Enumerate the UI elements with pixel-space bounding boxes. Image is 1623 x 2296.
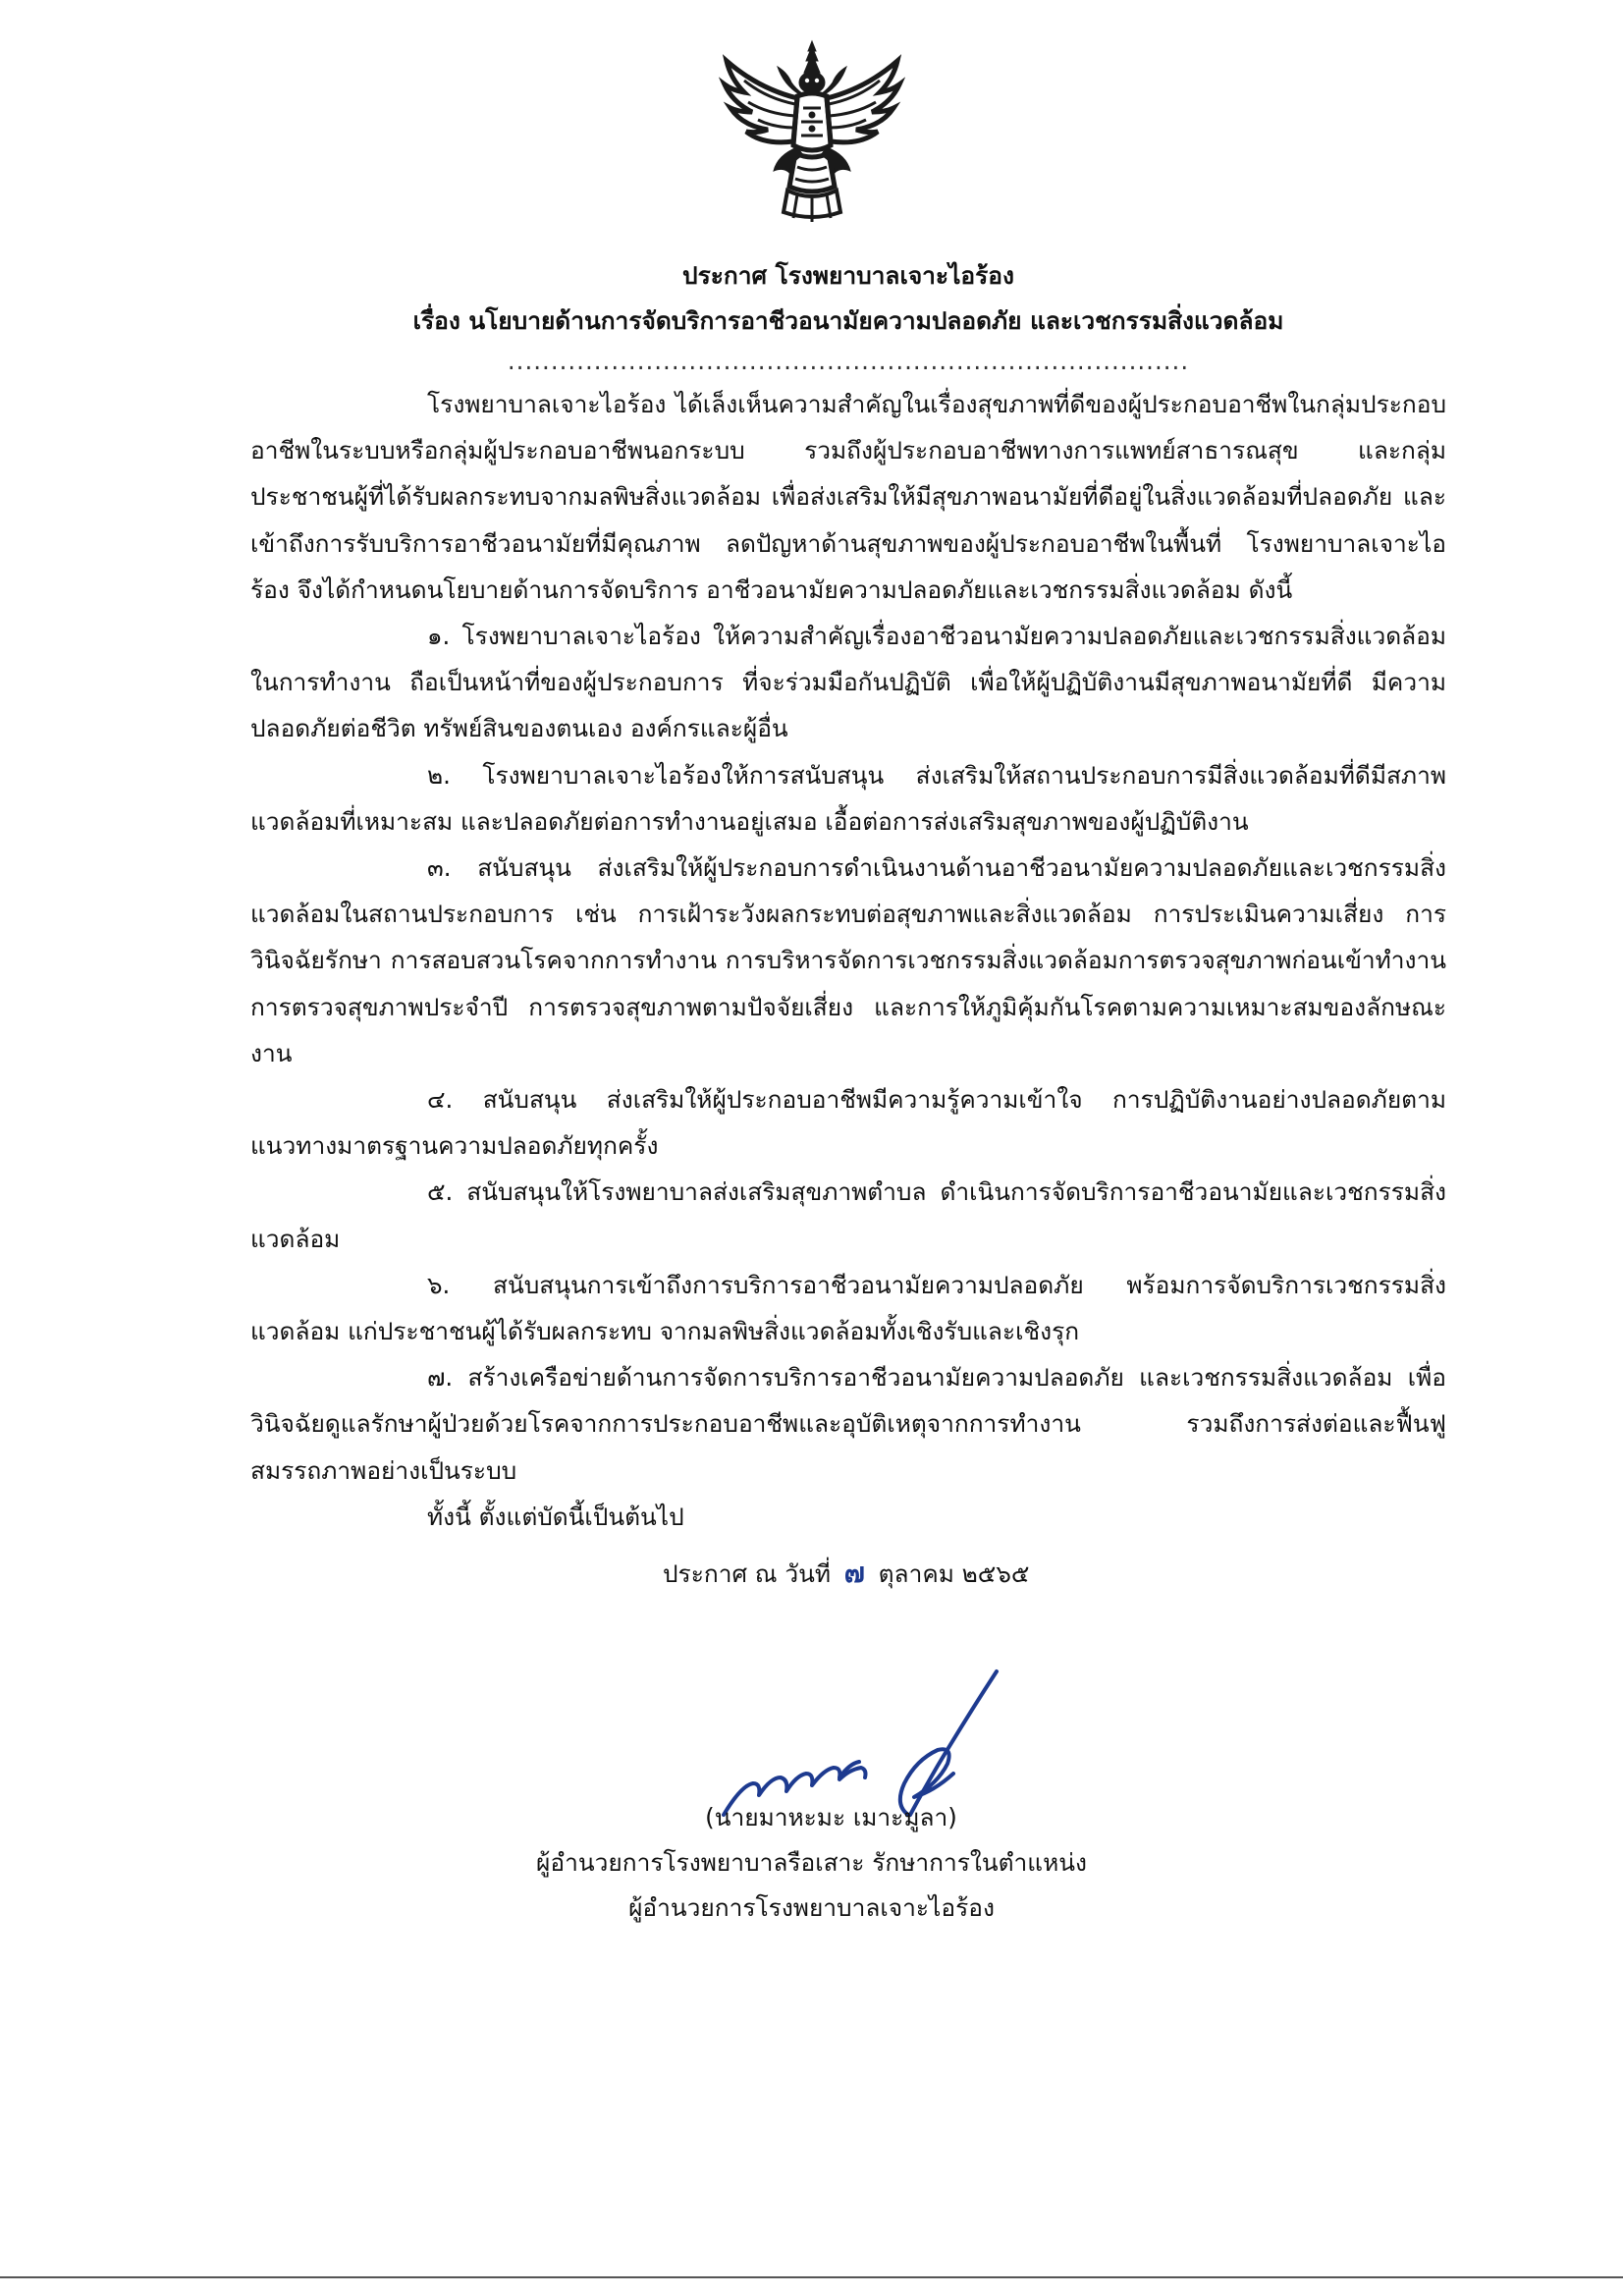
- policy-item-5: ๕. สนับสนุนให้โรงพยาบาลส่งเสริมสุขภาพตำบล ดำเนินการจัดบริการอาชีวอนามัยและเวชกรรมสิ่งแวดล้อม: [250, 1177, 1446, 1253]
- policy-item-6: ๖. สนับสนุนการเข้าถึงการบริการอาชีวอนามัยความปลอดภัย พร้อมการจัดบริการเวชกรรมสิ่งแวดล้อม แก่ประชาชนผู้ได้รับผลกระทบ จากมลพิษสิ่งแวดล้อมทั้งเชิงรับและเชิงรุก: [250, 1270, 1446, 1346]
- garuda-emblem-icon: [719, 39, 905, 226]
- policy-item-2: ๒. โรงพยาบาลเจาะไอร้องให้การสนับสนุน ส่งเสริมให้สถานประกอบการมีสิ่งแวดล้อมที่ดีมีสภาพแวดล้อมที่เหมาะสม และปลอดภัยต่อการทำงานอยู่เสมอ เอื้อต่อการส่งเสริมสุขภาพของผู้ปฏิบัติงาน: [250, 760, 1446, 836]
- announcement-body: [250, 253, 1446, 1597]
- announcement-title: ประกาศ โรงพยาบาลเจาะไอร้อง: [682, 261, 1014, 290]
- page-bottom-border: [0, 2276, 1623, 2278]
- date-prefix: ประกาศ ณ วันที่: [663, 1559, 831, 1589]
- signatory-name: (นายมาหะมะ เมาะมูลา): [705, 1803, 957, 1831]
- signatory-block: [0, 1795, 1623, 1931]
- date-day-handwritten: ๗: [843, 1557, 865, 1590]
- signatory-position-title: ผู้อำนวยการโรงพยาบาลเจาะไอร้อง: [628, 1893, 995, 1922]
- policy-item-7: ๗. สร้างเครือข่ายด้านการจัดการบริการอาชีวอนามัยความปลอดภัย และเวชกรรมสิ่งแวดล้อม เพื่อวินิจฉัยดูแลรักษาผู้ป่วยด้วยโรคจากการประกอบอาชีพและอุบัติเหตุจากการทำงาน รวมถึงการส่งต่อและฟื้นฟูสมรรถภาพอย่างเป็นระบบ: [250, 1363, 1446, 1485]
- policy-item-1: ๑. โรงพยาบาลเจาะไอร้อง ให้ความสำคัญเรื่องอาชีวอนามัยความปลอดภัยและเวชกรรมสิ่งแวดล้อมในการทำงาน ถือเป็นหน้าที่ของผู้ประกอบการ ที่จะร่วมมือกันปฏิบัติ เพื่อให้ผู้ปฏิบัติงานมีสุขภาพอนามัยที่ดี มีความปลอดภัยต่อชีวิต ทรัพย์สินของตนเอง องค์กรและผู้อื่น: [250, 622, 1446, 743]
- signatory-position-acting: ผู้อำนวยการโรงพยาบาลรือเสาะ รักษาการในตำแหน่ง: [536, 1848, 1087, 1877]
- announcement-subject: เรื่อง นโยบายด้านการจัดบริการอาชีวอนามัยความปลอดภัย และเวชกรรมสิ่งแวดล้อม: [412, 306, 1284, 335]
- policy-item-4: ๔. สนับสนุน ส่งเสริมให้ผู้ประกอบอาชีพมีความรู้ความเข้าใจ การปฏิบัติงานอย่างปลอดภัยตามแนวทางมาตรฐานความปลอดภัยทุกครั้ง: [250, 1085, 1446, 1161]
- intro-paragraph: โรงพยาบาลเจาะไอร้อง ได้เล็งเห็นความสำคัญในเรื่องสุขภาพที่ดีของผู้ประกอบอาชีพในกลุ่มประกอบอาชีพในระบบหรือกลุ่มผู้ประกอบอาชีพนอกระบบ รวมถึงผู้ประกอบอาชีพทางการแพทย์สาธารณสุข และกลุ่มประชาชนผู้ที่ได้รับผลกระทบจากมลพิษสิ่งแวดล้อม เพื่อส่งเสริมให้มีสุขภาพอนามัยที่ดีอยู่ในสิ่งแวดล้อมที่ปลอดภัย และเข้าถึงการรับบริการอาชีวอนามัยที่มีคุณภาพ ลดปัญหาด้านสุขภาพของผู้ประกอบอาชีพในพื้นที่ โรงพยาบาลเจาะไอร้อง จึงได้กำหนดนโยบายด้านการจัดบริการ อาชีวอนามัยความปลอดภัยและเวชกรรมสิ่งแวดล้อม ดังนี้: [250, 390, 1446, 604]
- effective-statement: ทั้งนี้ ตั้งแต่บัดนี้เป็นต้นไป: [427, 1502, 684, 1531]
- announcement-date: [250, 1550, 1446, 1597]
- dotted-separator: ...............................................................................: [507, 347, 1190, 375]
- policy-item-3: ๓. สนับสนุน ส่งเสริมให้ผู้ประกอบการดำเนินงานด้านอาชีวอนามัยความปลอดภัยและเวชกรรมสิ่งแวดล้อมในสถานประกอบการ เช่น การเฝ้าระวังผลกระทบต่อสุขภาพและสิ่งแวดล้อม การประเมินความเสี่ยง การวินิจฉัยรักษา การสอบสวนโรคจากการทำงาน การบริหารจัดการเวชกรรมสิ่งแวดล้อมการตรวจสุขภาพก่อนเข้าทำงาน การตรวจสุขภาพประจำปี การตรวจสุขภาพตามปัจจัยเสี่ยง และการให้ภูมิคุ้มกันโรคตามความเหมาะสมของลักษณะงาน: [250, 853, 1446, 1067]
- date-month-year: ตุลาคม ๒๕๖๕: [878, 1559, 1030, 1589]
